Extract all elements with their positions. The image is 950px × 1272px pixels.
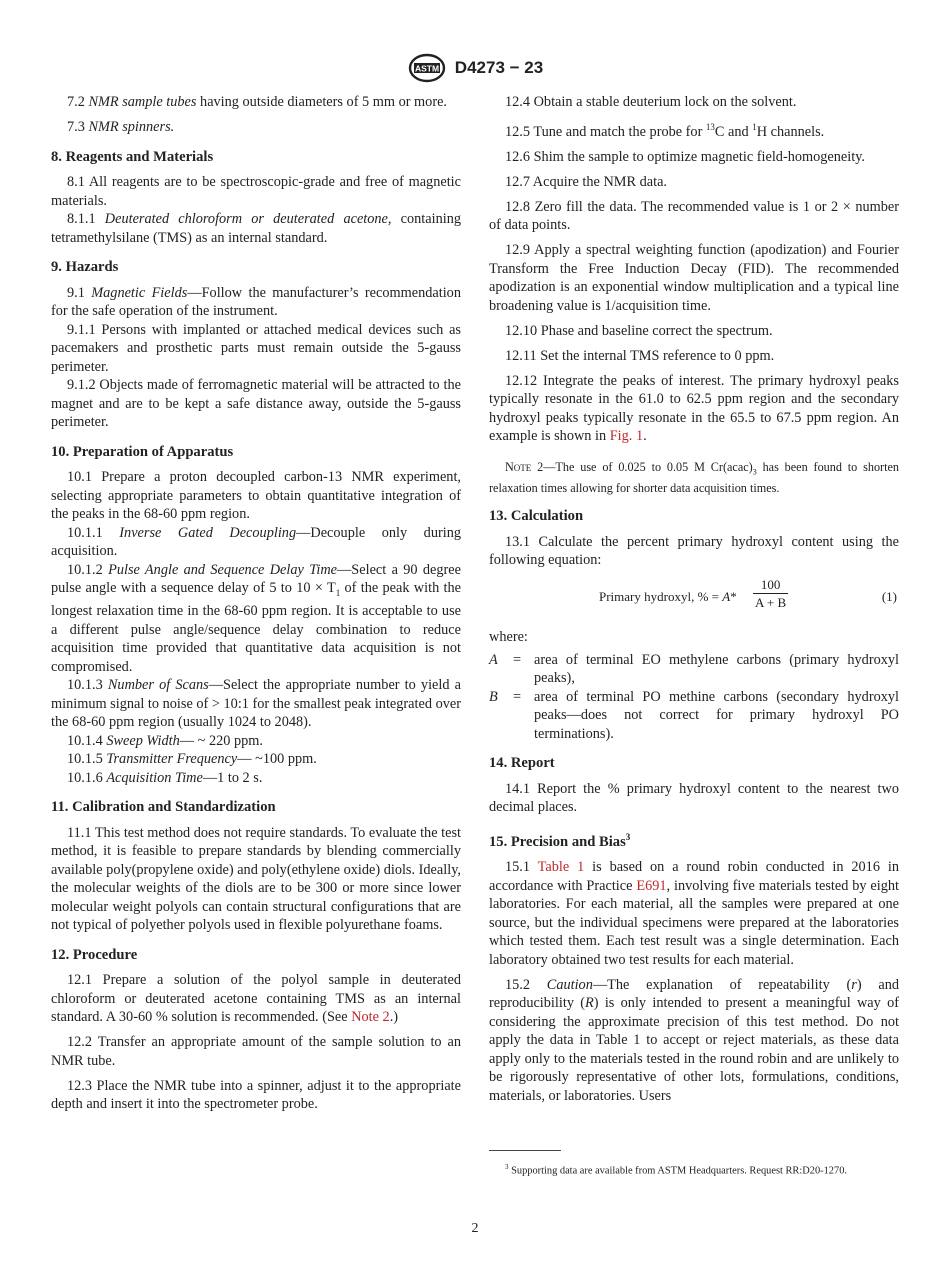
section-heading-10: 10. Preparation of Apparatus — [51, 443, 234, 460]
paragraph-12-2: 12.2 Transfer an appropriate amount of the sample solution to an NMR tube. — [51, 1034, 461, 1069]
fig-1-link[interactable]: Fig. 1 — [609, 428, 644, 445]
paragraph-12-3: 12.3 Place the NMR tube into a spinner, adjust it to the appropriate depth and insert it into the spectrometer probe. — [51, 1077, 461, 1113]
left-column — [51, 93, 461, 1120]
paragraph-10-1-6: 10.1.6 Acquisition Time—1 to 2 s. — [67, 769, 263, 786]
paragraph-15-2: 15.2 Caution—The explanation of repeatability (r) and reproducibility (R) is only intended to present a meaningful way of considering the approximate precision of this test method. Do not apply the data in Table 1 to accept or reject materials, as these data apply only to the materials tested in the round robin and are unlikely to be rigorously representative of other lots, formulations, conditions, materials, or laboratories. Users — [489, 976, 899, 1104]
equation-fraction: $\frac{100}{A + B}$ — [755, 577, 787, 611]
paragraph-14-1: 14.1 Report the % primary hydroxyl content to the nearest two decimal places. — [489, 780, 899, 816]
footnote-divider — [489, 1150, 561, 1151]
section-heading-9: 9. Hazards — [51, 259, 119, 275]
note-2-link[interactable]: Note 2 — [351, 1009, 390, 1026]
paragraph-12-6: 12.6 Shim the sample to optimize magnetic field-homogeneity. — [505, 148, 865, 165]
definition-a: A = area of terminal EO methylene carbons (primary hydroxyl peaks), — [489, 651, 899, 687]
paragraph-10-1-2: 10.1.2 Pulse Angle and Sequence Delay Time—Select a 90 degree pulse angle with a sequence delay of 5 to $10 \times T_1$ of the peak with the longest relaxation time in the 68-60 ppm region. It is acceptable to use a different pulse angle/sequence delay combination to reduce acquisition time provided that quantitative data acquisition is not compromised. — [51, 561, 461, 675]
paragraph-8-1: 8.1 All reagents are to be spectroscopic-grade and free of magnetic materials. — [51, 174, 461, 209]
paragraph-12-8: 12.8 Zero fill the data. The recommended value is 1 or 2 × number of data points. — [489, 198, 899, 234]
paragraph-10-1-1: 10.1.1 Inverse Gated Decoupling—Decouple only during acquisition. — [51, 524, 461, 559]
page-header — [0, 52, 950, 84]
section-heading-14: 14. Report — [489, 755, 555, 772]
paragraph-9-1-1: 9.1.1 Persons with implanted or attached medical devices such as pacemakers and prosthetic parts must remain outside the 5-gauss perimeter. — [51, 321, 461, 375]
paragraph-8-1-1: 8.1.1 Deuterated chloroform or deuterated acetone, containing tetramethylsilane (TMS) as an internal standard. — [51, 211, 462, 246]
equation-number: (1) — [881, 589, 897, 605]
e691-link[interactable]: E691 — [636, 877, 667, 894]
paragraph-13-1: 13.1 Calculate the percent primary hydroxyl content using the following equation: — [489, 533, 899, 569]
section-heading-8: 8. Reagents and Materials — [51, 148, 214, 165]
right-column — [489, 93, 899, 1112]
paragraph-10-1-3: 10.1.3 Number of Scans—Select the appropriate number to yield a minimum signal to noise of > 10:1 for the smallest peak integrated over the 68-60 ppm region (usually 1024 to 2048). — [51, 677, 461, 731]
where-label: where: — [489, 629, 528, 646]
document-code: D4273 − 23 — [454, 58, 544, 77]
paragraph-10-1-5: 10.1.5 Transmitter Frequency— ~100 ppm. — [67, 751, 317, 768]
footnote-3: $^3$ Supporting data are available from ASTM Headquarters. Request RR:D20-1270. — [505, 1163, 847, 1177]
paragraph-12-1: 12.1 Prepare a solution of the polyol sample in deuterated chloroform or deuterated acetone containing TMS as an internal standard. A 30-60 % solution is recommended. (See Note 2.) — [51, 972, 461, 1026]
paragraph-11-1: 11.1 This test method does not require standards. To evaluate the test method, it is feasible to prepare standards by blending commercially available poly(propylene oxide) and poly(ethylene oxide) diols. Ideally, the molecular weights of the diols are to be 300 or more since lower molecular weight polyols can contain structural configurations that are not typical of polyether polyols used in flexible polyurethane foams. — [51, 824, 461, 934]
paragraph-12-11: 12.11 Set the internal TMS reference to 0 ppm. — [505, 347, 775, 364]
section-heading-15: 15. Precision and Bias$^3$ — [489, 831, 631, 850]
astm-logo-icon — [407, 52, 447, 84]
paragraph-12-9: 12.9 Apply a spectral weighting function (apodization) and Fourier Transform the Free Induction Decay (FID). The recommended apodization is an exponential window multiplication and a typical line broadening value is 1/acquisition time. — [489, 242, 899, 314]
definition-b: B = area of terminal PO methine carbons (secondary hydroxyl peaks—does not correct for primary hydroxyl PO terminations). — [489, 688, 899, 742]
paragraph-7-2: 7.2 NMR sample tubes having outside diameters of 5 mm or more. — [67, 94, 448, 110]
paragraph-10-1: 10.1 Prepare a proton decoupled carbon-13 NMR experiment, selecting appropriate parameters to obtain quantitative integration of the peaks in the 68-60 ppm region. — [51, 469, 461, 522]
paragraph-12-12: 12.12 Integrate the peaks of interest. The primary hydroxyl peaks typically resonate in the 61.0 to 62.5 ppm region and the secondary hydroxyl peaks typically resonate in the 65.5 to 67.5 ppm region. An example is shown in Fig. 1. — [489, 372, 899, 445]
note-2: Note 2—The use of 0.025 to 0.05 M $Cr(acac)_3$ has been found to shorten relaxation times allowing for shorter data acquisition times. — [489, 459, 899, 496]
paragraph-15-1: 15.1 Table 1 is based on a round robin conducted in 2016 in accordance with Practice E691, involving five materials tested by eight laboratories. For each material, all the samples were prepared at one source, but the individual specimens were prepared at the laboratories which tested them. Each test result was a single determination. Each laboratory obtained two test results for each material. — [489, 859, 900, 968]
paragraph-12-4: 12.4 Obtain a stable deuterium lock on the solvent. — [505, 94, 797, 110]
table-1-link[interactable]: Table 1 — [537, 859, 585, 876]
paragraph-10-1-4: 10.1.4 Sweep Width— ~ 220 ppm. — [67, 732, 263, 749]
svg-text:ASTM: ASTM — [414, 63, 439, 74]
paragraph-12-5: 12.5 Tune and match the probe for $^{13}$C and $^1$H channels. — [505, 122, 825, 140]
page-number: 2 — [471, 1221, 479, 1236]
paragraph-9-1-2: 9.1.2 Objects made of ferromagnetic material will be attracted to the magnet and are to be kept a safe distance away, outside the 5-gauss perimeter. — [51, 377, 461, 430]
paragraph-12-10: 12.10 Phase and baseline correct the spectrum. — [505, 322, 773, 339]
section-heading-11: 11. Calibration and Standardization — [51, 799, 276, 816]
section-heading-13: 13. Calculation — [489, 508, 584, 525]
paragraph-12-7: 12.7 Acquire the NMR data. — [505, 173, 667, 190]
paragraph-9-1: 9.1 Magnetic Fields—Follow the manufacturer’s recommendation for the safe operation of the instrument. — [51, 284, 461, 319]
section-heading-12: 12. Procedure — [51, 946, 138, 963]
paragraph-7-3: 7.3 NMR spinners. — [67, 119, 175, 135]
equation-1: Primary hydroxyl, % = A* $\frac{100}{A + B}$ (1) — [599, 577, 897, 611]
